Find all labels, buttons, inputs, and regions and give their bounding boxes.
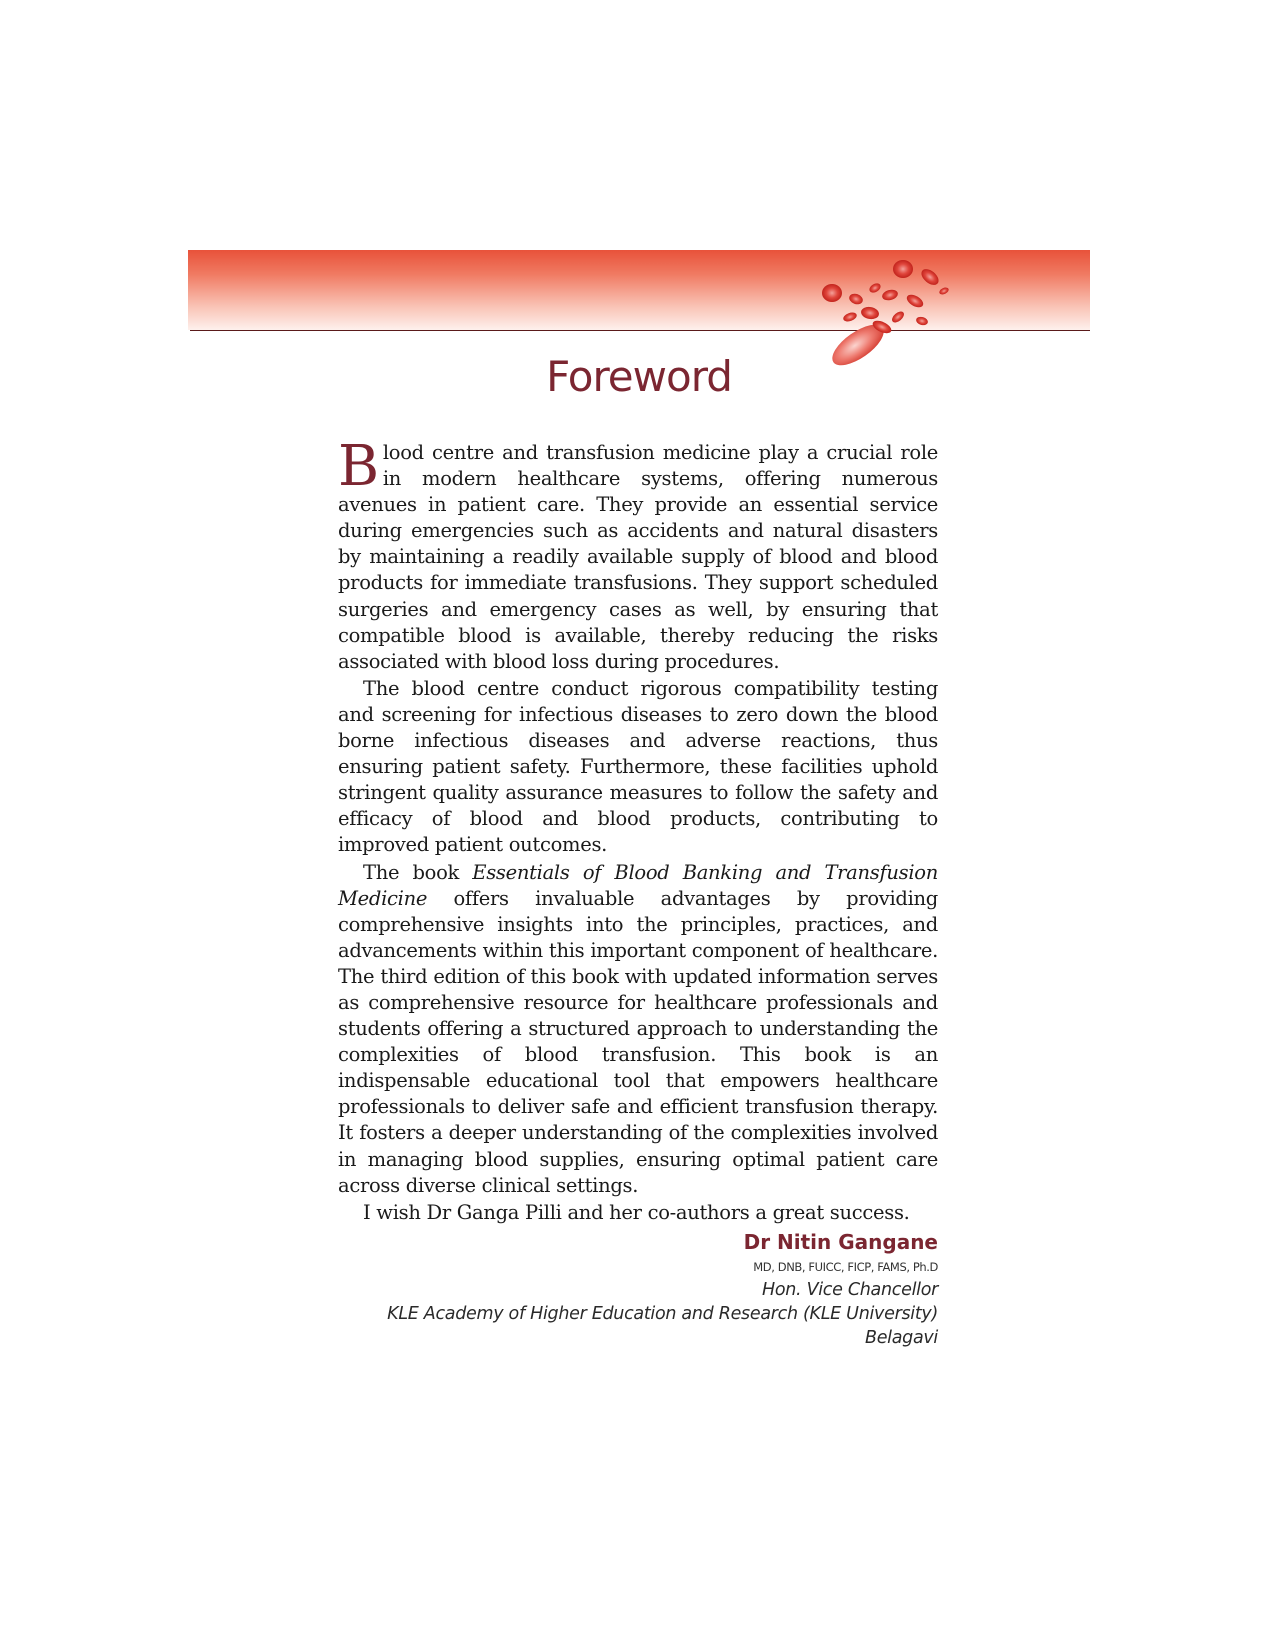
signatory-institution: KLE Academy of Higher Education and Research (KLE University) <box>387 1304 938 1324</box>
book-title: Essentials of Blood Banking and Transfusion Medicine <box>338 860 938 910</box>
paragraph-3 <box>338 860 938 1199</box>
paragraph-3-lead: The book <box>363 860 473 884</box>
paragraph-1-text: lood centre and transfusion medicine play a crucial role in modern healthcare systems, offering numerous avenues in patient care. They provide an essential service during emergencies such as accidents and natural disasters by maintaining a readily available supply of blood and blood products for immediate transfusions. They support scheduled surgeries and emergency cases as well, by ensuring that compatible blood is available, thereby reducing the risks associated with blood loss during procedures. <box>338 441 938 673</box>
drop-cap: B <box>338 434 379 499</box>
signatory-qualifications: MD, DNB, FUICC, FICP, FAMS, Ph.D <box>753 1260 938 1274</box>
paragraph-1 <box>338 434 938 675</box>
paragraph-4: I wish Dr Ganga Pilli and her co-authors a great success. <box>363 1200 910 1224</box>
signatory-city: Belagavi <box>864 1328 938 1348</box>
signature-block <box>387 1228 938 1350</box>
foreword-body <box>338 434 938 1226</box>
signatory-name: Dr Nitin Gangane <box>743 1230 938 1254</box>
paragraph-3-text: offers invaluable advantages by providing comprehensive insights into the principles, practices, and advancements within this important component of healthcare. The third edition of this book with updated information serves as comprehensive resource for healthcare professionals and students offering a structured approach to understanding the complexities of blood transfusion. This book is an indispensable educational tool that empowers healthcare professionals to deliver safe and efficient transfusion therapy. It fosters a deeper understanding of the complexities involved in managing blood supplies, ensuring optimal patient care across diverse clinical settings. <box>338 886 938 1197</box>
paragraph-2: The blood centre conduct rigorous compatibility testing and screening for infectious diseases to zero down the blood borne infectious diseases and adverse reactions, thus ensuring patient safety. Furthermore, these facilities uphold stringent quality assurance measures to follow the safety and efficacy of blood and blood products, contributing to improved patient outcomes. <box>338 676 938 857</box>
signatory-position: Hon. Vice Chancellor <box>761 1280 938 1300</box>
page-title: Foreword <box>546 352 732 401</box>
